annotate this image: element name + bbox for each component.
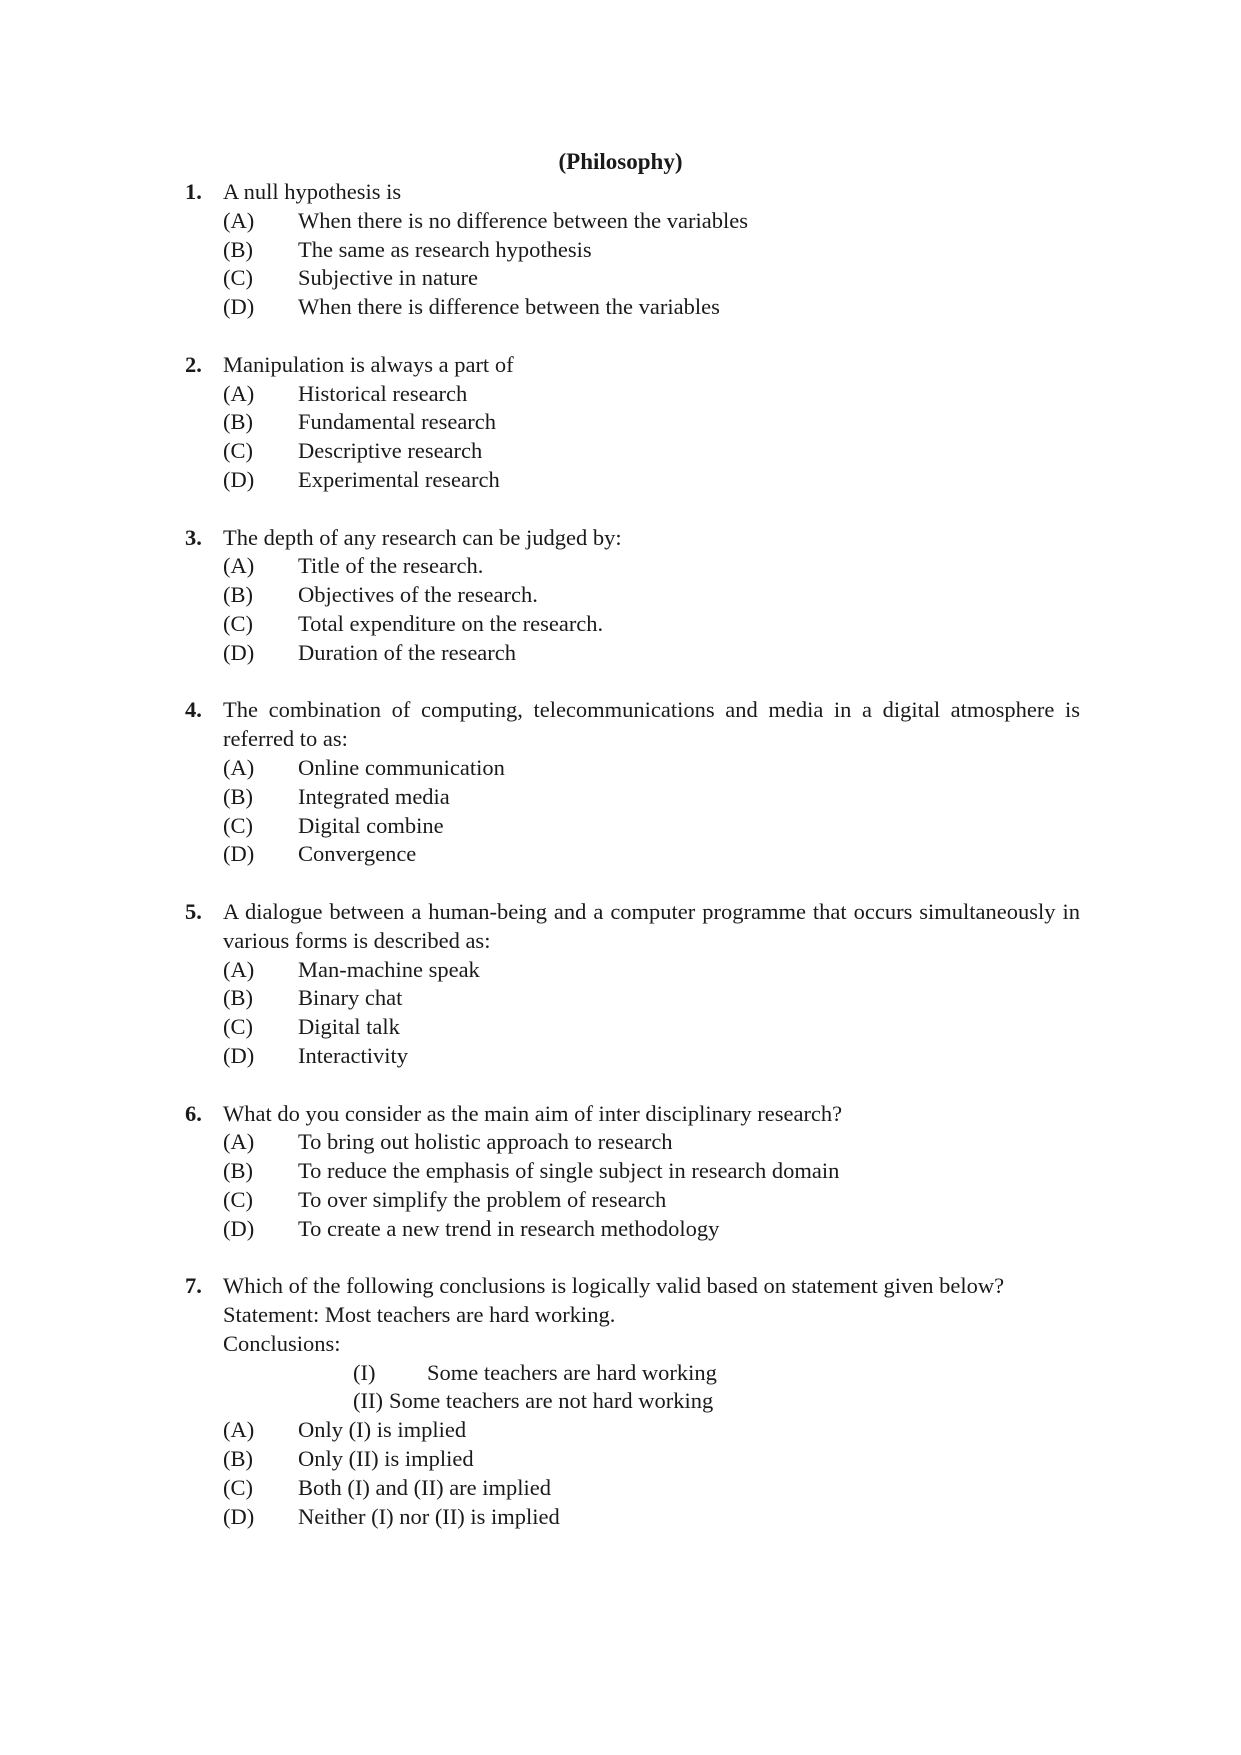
option-label: (C)	[223, 1014, 253, 1040]
option-text: To create a new trend in research methodology	[298, 1215, 720, 1241]
question-1	[185, 178, 1080, 322]
option-label: (B)	[223, 783, 253, 809]
option-label: (C)	[223, 610, 253, 636]
option-d	[185, 1215, 1080, 1244]
question-header	[185, 351, 1080, 380]
option-label: (A)	[223, 380, 255, 406]
question-4	[185, 696, 1080, 869]
question-text: A null hypothesis is	[223, 179, 402, 204]
option-text: Objectives of the research.	[298, 582, 538, 608]
option-label: (C)	[223, 1186, 253, 1212]
option-a	[185, 956, 1080, 985]
question-7	[185, 1272, 1080, 1531]
option-label: (C)	[223, 812, 253, 838]
option-b	[185, 236, 1080, 265]
question-3	[185, 524, 1080, 668]
option-c	[185, 264, 1080, 293]
option-d	[185, 639, 1080, 668]
question-list	[185, 178, 1080, 1560]
option-text: To reduce the emphasis of single subject in research domain	[298, 1158, 840, 1184]
option-label: (D)	[223, 639, 255, 665]
option-d	[185, 466, 1080, 495]
option-text: Experimental research	[298, 466, 500, 492]
question-2	[185, 351, 1080, 495]
option-label: (A)	[223, 1129, 255, 1155]
option-c	[185, 1474, 1080, 1503]
question-number: 7.	[185, 1273, 202, 1299]
option-d	[185, 840, 1080, 869]
option-text: Historical research	[298, 380, 468, 406]
option-text: Duration of the research	[298, 639, 517, 665]
option-label: (A)	[223, 553, 255, 579]
question-text: Manipulation is always a part of	[223, 351, 514, 377]
option-label: (C)	[223, 1474, 253, 1500]
option-label: (D)	[223, 1042, 255, 1068]
option-a	[185, 207, 1080, 236]
option-text: Only (II) is implied	[298, 1446, 474, 1472]
option-text: Integrated media	[298, 783, 450, 809]
option-text: When there is difference between the variables	[298, 294, 720, 320]
option-text: When there is no difference between the variables	[298, 207, 748, 233]
option-a	[185, 1416, 1080, 1445]
option-text: Digital combine	[298, 812, 444, 838]
option-b	[185, 1157, 1080, 1186]
option-text: Subjective in nature	[298, 265, 478, 291]
option-label: (A)	[223, 956, 255, 982]
option-c	[185, 437, 1080, 466]
question-6	[185, 1100, 1080, 1244]
option-label: (C)	[223, 438, 253, 464]
option-d	[185, 1042, 1080, 1071]
option-b	[185, 783, 1080, 812]
option-text: Neither (I) nor (II) is implied	[298, 1503, 560, 1529]
option-text: The same as research hypothesis	[298, 236, 592, 262]
option-label: (D)	[223, 466, 255, 492]
option-label: (B)	[223, 409, 253, 435]
page-title: (Philosophy)	[558, 149, 683, 174]
option-text: Descriptive research	[298, 438, 483, 464]
option-a	[185, 552, 1080, 581]
question-text: Which of the following conclusions is logically valid based on statement given below?	[223, 1273, 1005, 1299]
option-label: (A)	[223, 1417, 255, 1443]
option-text: Both (I) and (II) are implied	[298, 1474, 552, 1500]
option-c	[185, 610, 1080, 639]
conclusion-2	[185, 1387, 1080, 1416]
question-statement: Statement: Most teachers are hard working.	[223, 1302, 616, 1328]
option-b	[185, 581, 1080, 610]
option-label: (B)	[223, 582, 253, 608]
option-b	[185, 984, 1080, 1013]
option-text: Man-machine speak	[298, 956, 480, 982]
question-number: 4.	[185, 697, 202, 723]
option-text: Only (I) is implied	[298, 1417, 467, 1443]
question-text: The depth of any research can be judged by:	[223, 524, 622, 550]
conclusion-text: Some teachers are not hard working	[388, 1388, 714, 1414]
option-label: (B)	[223, 1446, 253, 1472]
option-label: (D)	[223, 841, 255, 867]
conclusion-text: Some teachers are hard working	[427, 1359, 717, 1385]
option-text: Online communication	[298, 754, 505, 780]
option-text: Convergence	[298, 841, 417, 867]
option-text: Binary chat	[298, 985, 403, 1011]
question-header	[185, 1272, 1080, 1301]
option-a	[185, 1128, 1080, 1157]
option-b	[185, 1445, 1080, 1474]
option-text: Interactivity	[298, 1042, 408, 1068]
question-header	[185, 898, 1080, 956]
question-number: 1.	[185, 179, 202, 204]
option-b	[185, 408, 1080, 437]
option-a	[185, 380, 1080, 409]
option-label: (A)	[223, 207, 255, 233]
option-label: (B)	[223, 985, 253, 1011]
question-number: 2.	[185, 351, 202, 377]
conclusions-label: Conclusions:	[223, 1330, 341, 1356]
option-label: (D)	[223, 1215, 255, 1241]
question-header	[185, 1100, 1080, 1129]
question-number: 5.	[185, 898, 202, 924]
conclusion-1	[185, 1359, 1080, 1388]
option-c	[185, 1186, 1080, 1215]
option-c	[185, 1013, 1080, 1042]
question-number: 3.	[185, 524, 202, 550]
question-header	[185, 178, 1080, 207]
option-label: (B)	[223, 236, 253, 262]
question-text: A dialogue between a human-being and a computer programme that occurs simultaneously in various forms is described as:	[223, 898, 1080, 953]
conclusion-label: (II)	[353, 1388, 383, 1414]
question-text: What do you consider as the main aim of inter disciplinary research?	[223, 1100, 843, 1126]
conclusion-label: (I)	[353, 1359, 376, 1385]
option-label: (D)	[223, 1503, 255, 1529]
option-label: (D)	[223, 294, 255, 320]
question-5	[185, 898, 1080, 1071]
option-d	[185, 1503, 1080, 1532]
option-d	[185, 293, 1080, 322]
option-text: To over simplify the problem of research	[298, 1186, 667, 1212]
option-text: To bring out holistic approach to research	[298, 1129, 673, 1155]
option-label: (B)	[223, 1158, 253, 1184]
option-text: Total expenditure on the research.	[298, 610, 604, 636]
option-label: (A)	[223, 754, 255, 780]
question-header	[185, 696, 1080, 754]
option-c	[185, 812, 1080, 841]
option-text: Digital talk	[298, 1014, 400, 1040]
question-text: The combination of computing, telecommunications and media in a digital atmosphere is referred to as:	[223, 697, 1080, 752]
question-number: 6.	[185, 1100, 202, 1126]
option-a	[185, 754, 1080, 783]
question-header	[185, 524, 1080, 553]
option-text: Title of the research.	[298, 553, 484, 579]
option-label: (C)	[223, 265, 253, 291]
option-text: Fundamental research	[298, 409, 497, 435]
